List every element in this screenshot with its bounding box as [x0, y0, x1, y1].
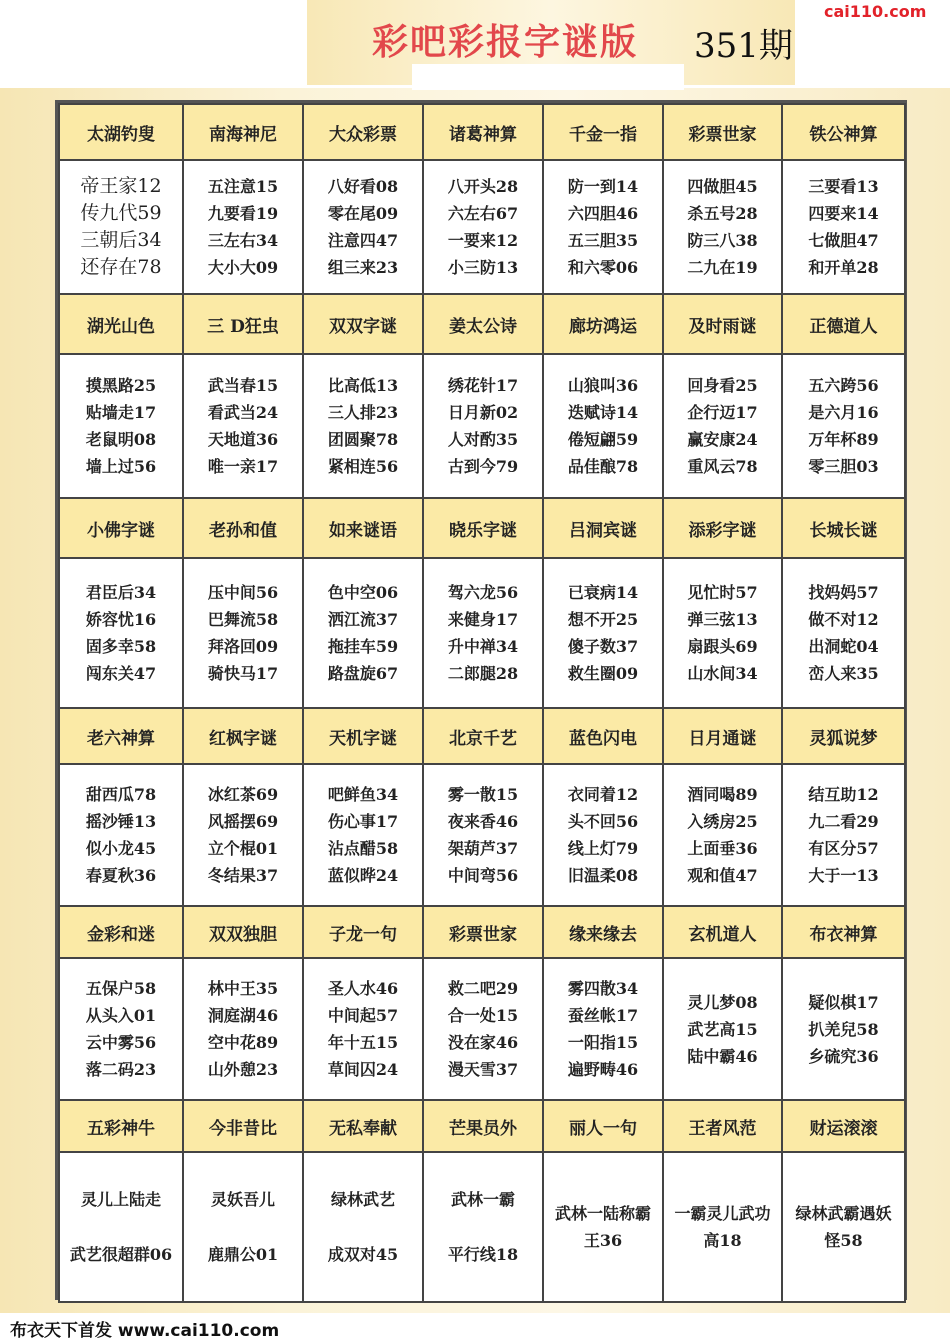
riddle-line: 骑快马17: [207, 664, 279, 683]
riddle-line: 重风云78: [687, 457, 758, 476]
riddle-line: 想不开25: [567, 610, 639, 629]
riddle-cell: [423, 354, 543, 498]
riddle-line: 色中空06: [327, 583, 399, 602]
riddle-line: 灵妖吾儿: [210, 1190, 275, 1209]
column-header: 今非昔比: [183, 1100, 303, 1152]
site-brand: cai110.com: [824, 2, 927, 21]
column-header: 五彩神牛: [59, 1100, 183, 1152]
column-header: 玄机道人: [663, 906, 782, 958]
riddle-line: 五三胆35: [567, 231, 639, 250]
riddle-line: 组三来23: [327, 258, 399, 277]
column-header: 姜太公诗: [423, 294, 543, 354]
column-header: 如来谜语: [303, 498, 423, 558]
riddle-cell: [423, 160, 543, 294]
riddle-line: 年十五15: [327, 1033, 399, 1052]
line-spacer: [304, 1213, 422, 1241]
riddle-line: 企行迈17: [687, 403, 758, 422]
riddle-line: 陆中霸46: [687, 1046, 758, 1066]
riddle-line: 已衰病14: [567, 583, 639, 602]
riddle-line: 山水间34: [687, 664, 758, 683]
riddle-cell: [782, 764, 905, 906]
riddle-line: 观和值47: [687, 866, 758, 885]
riddle-line: 武林一陆称霸王36: [554, 1204, 651, 1250]
riddle-line: 蚕丝帐17: [567, 1006, 639, 1025]
riddle-line: 绿林武艺: [330, 1190, 395, 1209]
riddle-line: 防一到14: [567, 177, 639, 196]
riddle-line: 雾四散34: [567, 979, 639, 998]
riddle-line: 结互助12: [808, 785, 879, 804]
column-header: 铁公神算: [782, 104, 905, 160]
header-row: [59, 708, 905, 764]
header-row: [59, 1100, 905, 1152]
riddle-line: 甜西瓜78: [85, 785, 157, 804]
riddle-line: 五注意15: [207, 177, 279, 196]
content-row: [59, 160, 905, 294]
header-row: [59, 906, 905, 958]
riddle-cell: [543, 558, 663, 708]
riddle-cell: [303, 354, 423, 498]
riddle-line: 路盘旋67: [327, 664, 399, 683]
riddle-line: 夜来香46: [447, 812, 519, 831]
riddle-line: 摸黑路25: [85, 376, 157, 395]
header-row: [59, 104, 905, 160]
riddle-line: 一霸灵儿武功高18: [674, 1204, 771, 1250]
riddle-line: 团圆聚78: [327, 430, 399, 449]
column-header: 老孙和值: [183, 498, 303, 558]
riddle-cell: [423, 764, 543, 906]
column-header: 小佛字谜: [59, 498, 183, 558]
riddle-line: 绿林武霸遇妖怪58: [795, 1204, 892, 1250]
riddle-line: 风摇摆69: [207, 812, 279, 831]
riddle-line: 零三胆03: [808, 457, 879, 476]
column-header: 子龙一句: [303, 906, 423, 958]
column-header: 北京千艺: [423, 708, 543, 764]
riddle-line: 山外憩23: [207, 1060, 279, 1079]
riddle-line: 品佳酿78: [567, 457, 639, 476]
riddle-cell: [59, 354, 183, 498]
riddle-line: 洞庭湖46: [207, 1006, 279, 1025]
content-row: [59, 558, 905, 708]
riddle-line: 峦人来35: [808, 664, 879, 683]
riddle-line: 雾一散15: [447, 785, 519, 804]
column-header: 金彩和迷: [59, 906, 183, 958]
riddle-line: 帝王家12: [80, 175, 162, 197]
riddle-cell: [183, 160, 303, 294]
column-header: 双双字谜: [303, 294, 423, 354]
riddle-line: 九二看29: [808, 812, 879, 831]
riddle-line: 平行线18: [447, 1245, 519, 1264]
riddle-cell: [543, 1152, 663, 1302]
riddle-line: 春夏秋36: [85, 866, 157, 885]
riddle-cell: [183, 764, 303, 906]
riddle-line: 五六跨56: [808, 376, 879, 395]
riddle-line: 疑似棋17: [808, 992, 879, 1012]
riddle-cell: [183, 958, 303, 1100]
riddle-line: 摇沙锤13: [85, 812, 157, 831]
riddle-line: 找妈妈57: [808, 583, 879, 602]
riddle-cell: [303, 764, 423, 906]
content-row: [59, 958, 905, 1100]
riddle-line: 衣同着12: [567, 785, 639, 804]
riddle-line: 遍野畴46: [567, 1060, 639, 1079]
riddle-line: 草间囚24: [327, 1060, 399, 1079]
riddle-line: 出洞蛇04: [808, 637, 879, 656]
riddle-line: 七做胆47: [808, 231, 879, 250]
column-header: 长城长谜: [782, 498, 905, 558]
riddle-line: 洒江流37: [327, 610, 399, 629]
riddle-cell: [183, 558, 303, 708]
riddle-grid: [55, 100, 907, 1300]
riddle-cell: [423, 958, 543, 1100]
riddle-line: 吧鲜鱼34: [327, 785, 399, 804]
riddle-line: 拖挂车59: [327, 637, 399, 656]
riddle-table: [58, 103, 906, 1303]
riddle-line: 六四胆46: [567, 204, 639, 223]
riddle-line: 冬结果37: [207, 866, 279, 885]
riddle-line: 唯一亲17: [207, 457, 279, 476]
column-header: 财运滚滚: [782, 1100, 905, 1152]
riddle-line: 压中间56: [207, 583, 279, 602]
column-header: 湖光山色: [59, 294, 183, 354]
riddle-line: 倦短翩59: [567, 430, 639, 449]
riddle-line: 日月新02: [447, 403, 519, 422]
riddle-line: 杀五号28: [687, 204, 758, 223]
riddle-cell: [59, 160, 183, 294]
column-header: 太湖钓叟: [59, 104, 183, 160]
riddle-line: 救二吧29: [447, 979, 519, 998]
column-header: 缘来缘去: [543, 906, 663, 958]
riddle-cell: [663, 558, 782, 708]
riddle-line: 传九代59: [80, 202, 162, 224]
riddle-line: 小三防13: [447, 258, 519, 277]
riddle-line: 头不回56: [567, 812, 639, 831]
riddle-line: 一阳指15: [567, 1033, 639, 1052]
riddle-line: 贴墙走17: [85, 403, 157, 422]
riddle-line: 绣花针17: [447, 376, 519, 395]
riddle-line: 一要来12: [447, 231, 519, 250]
riddle-line: 防三八38: [687, 231, 758, 250]
riddle-cell: [543, 958, 663, 1100]
riddle-line: 武当春15: [207, 376, 279, 395]
riddle-cell: [423, 558, 543, 708]
riddle-cell: [59, 764, 183, 906]
riddle-line: 从头入01: [85, 1006, 157, 1025]
riddle-line: 灵儿上陆走: [80, 1190, 161, 1209]
riddle-line: 没在家46: [447, 1033, 519, 1052]
column-header: 吕洞宾谜: [543, 498, 663, 558]
riddle-cell: [303, 160, 423, 294]
riddle-line: 老鼠明08: [85, 430, 157, 449]
riddle-line: 比高低13: [327, 376, 399, 395]
riddle-line: 圣人水46: [327, 979, 399, 998]
column-header: 彩票世家: [423, 906, 543, 958]
riddle-line: 漫天雪37: [447, 1060, 519, 1079]
riddle-line: 大于一13: [808, 866, 879, 885]
column-header: 日月通谜: [663, 708, 782, 764]
content-row: [59, 354, 905, 498]
riddle-cell: [303, 1152, 423, 1302]
riddle-line: 扇跟头69: [687, 637, 758, 656]
riddle-cell: [303, 958, 423, 1100]
riddle-cell: [183, 354, 303, 498]
riddle-cell: [543, 354, 663, 498]
riddle-line: 三左右34: [207, 231, 279, 250]
riddle-line: 紧相连56: [327, 457, 399, 476]
issue-number: 351期: [694, 26, 793, 66]
riddle-line: 山狼叫36: [567, 376, 639, 395]
riddle-line: 注意四47: [327, 231, 399, 250]
riddle-line: 闯东关47: [85, 664, 157, 683]
title-blank-box: [412, 64, 684, 90]
riddle-line: 酒同喝89: [687, 785, 758, 804]
column-header: 无私奉献: [303, 1100, 423, 1152]
footer-credit: 布衣天下首发 www.cai110.com: [10, 1321, 280, 1341]
riddle-line: 合一处15: [447, 1006, 519, 1025]
riddle-line: 古到今79: [447, 457, 519, 476]
riddle-line: 六左右67: [447, 204, 519, 223]
column-header: 双双独胆: [183, 906, 303, 958]
riddle-line: 立个棍01: [207, 839, 279, 858]
riddle-line: 云中雾56: [85, 1033, 157, 1052]
riddle-line: 似小龙45: [85, 839, 157, 858]
line-spacer: [60, 1213, 182, 1241]
riddle-line: 零在尾09: [327, 204, 399, 223]
header-row: [59, 294, 905, 354]
riddle-line: 傻子数37: [567, 637, 639, 656]
riddle-line: 乡硫究36: [808, 1046, 879, 1066]
riddle-line: 做不对12: [808, 610, 879, 629]
riddle-line: 三人排23: [327, 403, 399, 422]
riddle-cell: [663, 1152, 782, 1302]
riddle-line: 落二码23: [85, 1060, 157, 1079]
riddle-line: 弹三弦13: [687, 610, 758, 629]
riddle-line: 墙上过56: [85, 457, 157, 476]
riddle-line: 还存在78: [80, 256, 162, 278]
riddle-line: 成双对45: [327, 1245, 399, 1264]
column-header: 芒果员外: [423, 1100, 543, 1152]
column-header: 千金一指: [543, 104, 663, 160]
riddle-line: 和六零06: [567, 258, 639, 277]
riddle-line: 升中禅34: [447, 637, 519, 656]
riddle-line: 灵儿梦08: [687, 992, 758, 1012]
column-header: 及时雨谜: [663, 294, 782, 354]
content-row: [59, 764, 905, 906]
column-header: 三 D狂虫: [183, 294, 303, 354]
riddle-line: 四做胆45: [687, 177, 758, 196]
riddle-line: 大小大09: [207, 258, 279, 277]
column-header: 诸葛神算: [423, 104, 543, 160]
riddle-line: 武林一霸: [450, 1190, 515, 1209]
column-header: 灵狐说梦: [782, 708, 905, 764]
riddle-line: 九要看19: [207, 204, 279, 223]
riddle-cell: [59, 1152, 183, 1302]
riddle-cell: [543, 764, 663, 906]
riddle-cell: [782, 558, 905, 708]
riddle-line: 三朝后34: [80, 229, 162, 251]
riddle-cell: [59, 558, 183, 708]
column-header: 晓乐字谜: [423, 498, 543, 558]
column-header: 彩票世家: [663, 104, 782, 160]
riddle-line: 娇容忧16: [85, 610, 157, 629]
riddle-line: 迭赋诗14: [567, 403, 639, 422]
riddle-cell: [423, 1152, 543, 1302]
riddle-cell: [782, 354, 905, 498]
riddle-line: 武艺很超群06: [69, 1245, 173, 1264]
riddle-line: 入绣房25: [687, 812, 758, 831]
riddle-line: 冰红茶69: [207, 785, 279, 804]
riddle-line: 和开单28: [808, 258, 879, 277]
column-header: 大众彩票: [303, 104, 423, 160]
riddle-line: 中间弯56: [447, 866, 519, 885]
riddle-line: 人对酌35: [447, 430, 519, 449]
riddle-line: 二九在19: [687, 258, 758, 277]
riddle-line: 伤心事17: [327, 812, 399, 831]
riddle-line: 沾点醋58: [327, 839, 399, 858]
header-row: [59, 498, 905, 558]
riddle-line: 固多幸58: [85, 637, 157, 656]
page-title: 彩吧彩报字谜版: [372, 21, 639, 63]
riddle-line: 鹿鼎公01: [207, 1245, 279, 1264]
column-header: 蓝色闪电: [543, 708, 663, 764]
riddle-cell: [782, 958, 905, 1100]
riddle-cell: [663, 958, 782, 1100]
riddle-line: 君臣后34: [85, 583, 157, 602]
riddle-line: 八开头28: [447, 177, 519, 196]
riddle-cell: [59, 958, 183, 1100]
riddle-line: 见忙时57: [687, 583, 758, 602]
riddle-line: 五保户58: [85, 979, 157, 998]
riddle-line: 线上灯79: [567, 839, 639, 858]
riddle-line: 救生圈09: [567, 664, 639, 683]
column-header: 廊坊鸿运: [543, 294, 663, 354]
riddle-cell: [543, 160, 663, 294]
column-header: 丽人一句: [543, 1100, 663, 1152]
riddle-line: 赢安康24: [687, 430, 758, 449]
riddle-line: 回身看25: [687, 376, 758, 395]
line-spacer: [424, 1213, 542, 1241]
column-header: 南海神尼: [183, 104, 303, 160]
riddle-cell: [663, 160, 782, 294]
riddle-line: 看武当24: [207, 403, 279, 422]
riddle-line: 中间起57: [327, 1006, 399, 1025]
riddle-line: 架葫芦37: [447, 839, 519, 858]
riddle-line: 驾六龙56: [447, 583, 519, 602]
riddle-line: 是六月16: [808, 403, 879, 422]
column-header: 红枫字谜: [183, 708, 303, 764]
riddle-cell: [663, 354, 782, 498]
riddle-cell: [782, 1152, 905, 1302]
riddle-line: 来健身17: [447, 610, 519, 629]
column-header: 老六神算: [59, 708, 183, 764]
riddle-line: 天地道36: [207, 430, 279, 449]
riddle-cell: [663, 764, 782, 906]
column-header: 添彩字谜: [663, 498, 782, 558]
content-row: [59, 1152, 905, 1302]
riddle-line: 蓝似晔24: [327, 866, 399, 885]
riddle-line: 八好看08: [327, 177, 399, 196]
riddle-line: 拜洛回09: [207, 637, 279, 656]
riddle-line: 旧温柔08: [567, 866, 639, 885]
column-header: 天机字谜: [303, 708, 423, 764]
column-header: 布衣神算: [782, 906, 905, 958]
line-spacer: [184, 1213, 302, 1241]
riddle-cell: [183, 1152, 303, 1302]
riddle-line: 空中花89: [207, 1033, 279, 1052]
riddle-line: 万年杯89: [808, 430, 879, 449]
riddle-line: 上面垂36: [687, 839, 758, 858]
riddle-line: 巴舞流58: [207, 610, 279, 629]
riddle-cell: [782, 160, 905, 294]
column-header: 正德道人: [782, 294, 905, 354]
column-header: 王者风范: [663, 1100, 782, 1152]
riddle-line: 二郎腿28: [447, 664, 519, 683]
riddle-line: 林中王35: [207, 979, 279, 998]
riddle-cell: [303, 558, 423, 708]
riddle-line: 武艺高15: [687, 1019, 758, 1039]
riddle-line: 扒羌兒58: [808, 1019, 879, 1039]
riddle-line: 四要来14: [808, 204, 879, 223]
riddle-line: 有区分57: [808, 839, 879, 858]
riddle-line: 三要看13: [808, 177, 879, 196]
